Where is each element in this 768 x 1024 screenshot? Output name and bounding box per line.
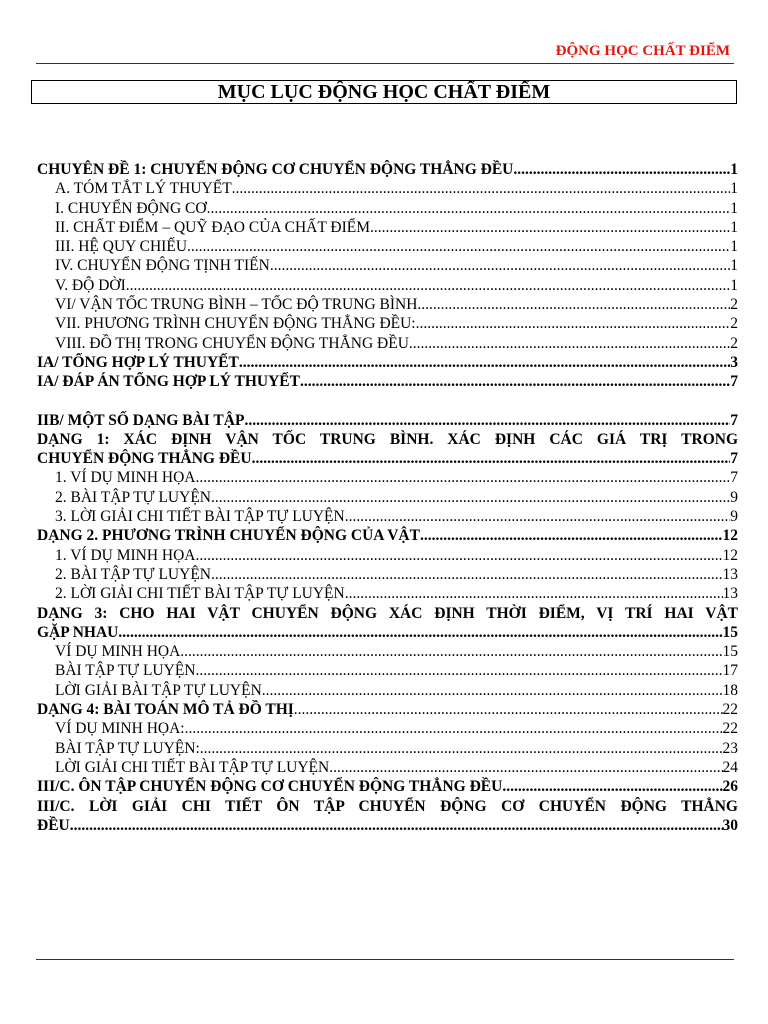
toc-entry[interactable]: A. TÓM TẮT LÝ THUYẾT ..... 1 <box>37 179 738 198</box>
toc-entry-line: DẠNG 3: CHO HAI VẬT CHUYỂN ĐỘNG XÁC ĐỊNH THỜI ĐIỂM, VỊ TRÍ HAI VẬT <box>37 604 738 622</box>
toc-entry[interactable]: 1. VÍ DỤ MINH HỌA ..... 12 <box>37 546 738 565</box>
footer-rule <box>36 959 734 960</box>
toc-entry[interactable]: IA/ TỔNG HỢP LÝ THUYẾT ..... 3 <box>37 353 738 372</box>
toc-entry[interactable]: LỜI GIẢI BÀI TẬP TỰ LUYỆN ..... 18 <box>37 681 738 700</box>
toc-entry[interactable]: LỜI GIẢI CHI TIẾT BÀI TẬP TỰ LUYỆN ..... 24 <box>37 758 738 777</box>
toc-entry-line: III/C. LỜI GIẢI CHI TIẾT ÔN TẬP CHUYỂN ĐỘNG CƠ CHUYỂN ĐỘNG THẲNG <box>37 797 738 815</box>
toc-entry[interactable]: III/C. LỜI GIẢI CHI TIẾT ÔN TẬP CHUYỂN ĐỘNG CƠ CHUYỂN ĐỘNG THẲNG ĐỀU ..... 30 <box>37 797 738 836</box>
toc-entry[interactable]: DẠNG 3: CHO HAI VẬT CHUYỂN ĐỘNG XÁC ĐỊNH THỜI ĐIỂM, VỊ TRÍ HAI VẬT GẶP NHAU ..... 15 <box>37 604 738 643</box>
toc-entry[interactable]: CHUYÊN ĐỀ 1: CHUYỂN ĐỘNG CƠ CHUYỂN ĐỘNG THẲNG ĐỀU ..... 1 <box>37 160 738 179</box>
toc-entry[interactable]: 3. LỜI GIẢI CHI TIẾT BÀI TẬP TỰ LUYỆN ..... 9 <box>37 507 738 526</box>
toc-entry[interactable]: BÀI TẬP TỰ LUYỆN ..... 17 <box>37 661 738 680</box>
toc-entry[interactable]: DẠNG 2. PHƯƠNG TRÌNH CHUYỂN ĐỘNG CỦA VẬT ..... 12 <box>37 526 738 545</box>
toc-entry[interactable]: II. CHẤT ĐIỂM – QUỸ ĐẠO CỦA CHẤT ĐIỂM ..... 1 <box>37 218 738 237</box>
toc-entry[interactable]: DẠNG 4: BÀI TOÁN MÔ TẢ ĐỒ THỊ ..... 22 <box>37 700 738 719</box>
table-of-contents <box>37 160 738 835</box>
page-title: MỤC LỤC ĐỘNG HỌC CHẤT ĐIỂM <box>31 80 737 104</box>
toc-entry[interactable]: 1. VÍ DỤ MINH HỌA ..... 7 <box>37 468 738 487</box>
toc-entry[interactable]: DẠNG 1: XÁC ĐỊNH VẬN TỐC TRUNG BÌNH. XÁC ĐỊNH CÁC GIÁ TRỊ TRONG CHUYỂN ĐỘNG THẲNG ĐỀU ..... 7 <box>37 430 738 469</box>
toc-entry[interactable]: VÍ DỤ MINH HỌA: ..... 22 <box>37 719 738 738</box>
toc-entry[interactable]: 2. BÀI TẬP TỰ LUYỆN ..... 9 <box>37 488 738 507</box>
toc-entry[interactable]: VÍ DỤ MINH HỌA ..... 15 <box>37 642 738 661</box>
running-header: ĐỘNG HỌC CHẤT ĐIỂM <box>555 43 730 59</box>
toc-entry[interactable]: BÀI TẬP TỰ LUYỆN: ..... 23 <box>37 739 738 758</box>
toc-entry[interactable]: VIII. ĐỒ THỊ TRONG CHUYỂN ĐỘNG THẲNG ĐỀU ..... 2 <box>37 334 738 353</box>
toc-entry[interactable]: VII. PHƯƠNG TRÌNH CHUYỂN ĐỘNG THẲNG ĐỀU: ..... 2 <box>37 314 738 333</box>
toc-entry[interactable]: I. CHUYỂN ĐỘNG CƠ ..... 1 <box>37 199 738 218</box>
toc-entry-line: DẠNG 1: XÁC ĐỊNH VẬN TỐC TRUNG BÌNH. XÁC ĐỊNH CÁC GIÁ TRỊ TRONG <box>37 430 738 448</box>
toc-entry[interactable]: 2. BÀI TẬP TỰ LUYỆN ..... 13 <box>37 565 738 584</box>
toc-entry[interactable]: III. HỆ QUY CHIẾU ..... 1 <box>37 237 738 256</box>
toc-entry[interactable]: VI/ VẬN TỐC TRUNG BÌNH – TỐC ĐỘ TRUNG BÌNH ..... 2 <box>37 295 738 314</box>
header-rule <box>36 63 734 64</box>
toc-entry[interactable]: IA/ ĐÁP ÁN TỔNG HỢP LÝ THUYẾT ..... 7 <box>37 372 738 391</box>
toc-entry[interactable]: V. ĐỘ DỜI ..... 1 <box>37 276 738 295</box>
toc-entry[interactable]: IV. CHUYỂN ĐỘNG TỊNH TIẾN ..... 1 <box>37 256 738 275</box>
toc-entry[interactable]: 2. LỜI GIẢI CHI TIẾT BÀI TẬP TỰ LUYỆN ..... 13 <box>37 584 738 603</box>
toc-entry[interactable]: IIB/ MỘT SỐ DẠNG BÀI TẬP ..... 7 <box>37 411 738 430</box>
toc-entry[interactable]: III/C. ÔN TẬP CHUYỂN ĐỘNG CƠ CHUYỂN ĐỘNG THẲNG ĐỀU ..... 26 <box>37 777 738 796</box>
